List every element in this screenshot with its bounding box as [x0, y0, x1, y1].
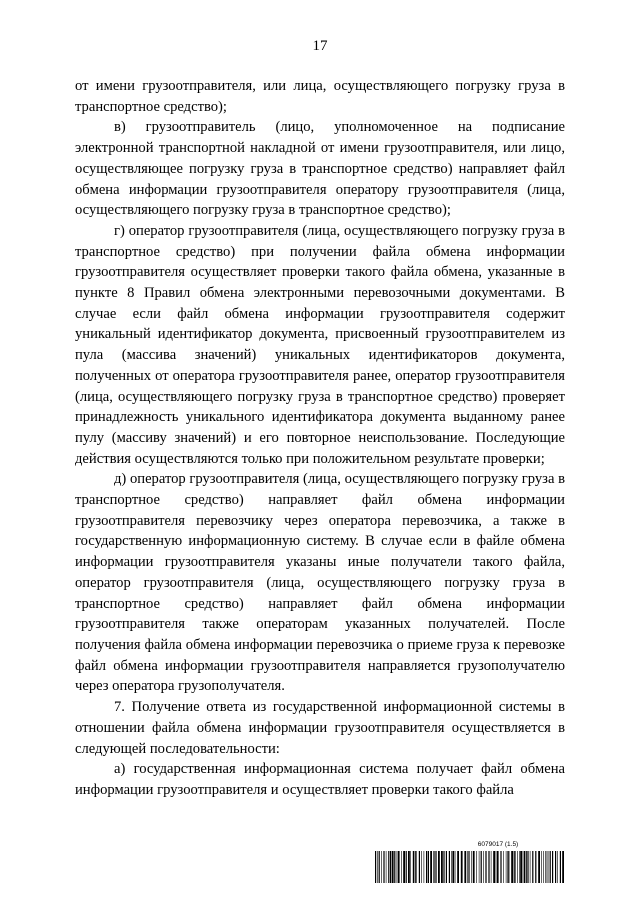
- paragraph-item-g: г) оператор грузоотправителя (лица, осуществляющего погрузку груза в транспортное средство) при получении файла обмена информации грузоотправителя осуществляет проверки такого файла обмена, указанные в пункте 8 Правил обмена электронными перевозочными документами. В случае если файл обмена информации грузоотправителя содержит уникальный идентификатор документа, присвоенный грузоотправителем из пула (массива значений) уникальных идентификаторов документа, полученных от оператора грузоотправителя ранее, оператор грузоотправителя (лица, осуществляющего погрузку груза в транспортное средство) проверяет принадлежность уникального идентификатора документа выданному ранее пулу (массиву значений) и его повторное неиспользование. Последующие действия осуществляются только при положительном результате проверки;: [75, 222, 565, 467]
- paragraph-item-a: а) государственная информационная система получает файл обмена информации грузоотправителя и осуществляет проверки такого файла: [75, 761, 565, 798]
- barcode: [375, 851, 565, 883]
- page-number: 17: [312, 38, 328, 54]
- paragraph-item-d: д) оператор грузоотправителя (лица, осуществляющего погрузку груза в транспортное средство) направляет файл обмена информации грузоотправителя перевозчику через оператора перевозчика, а также в государственную информационную систему. В случае если в файле обмена информации грузоотправителя указаны иные получатели такого файла, оператор грузоотправителя (лица, осуществляющего погрузку груза в транспортное средство) направляет файл обмена информации грузоотправителя также операторам указанных получателей. После получения файла обмена информации перевозчика о приеме груза к перевозке файл обмена информации грузоотправителя направляется грузополучателю через оператора грузополучателя.: [75, 471, 565, 695]
- paragraph-clause-7: 7. Получение ответа из государственной информационной системы в отношении файла обмена информации грузоотправителя осуществляется в следующей последовательности:: [75, 699, 565, 757]
- document-id: 6079017 (1.5): [477, 841, 519, 848]
- document-body: [75, 76, 565, 801]
- paragraph-continuation: от имени грузоотправителя, или лица, осуществляющего погрузку груза в транспортное средство);: [75, 78, 565, 115]
- paragraph-item-v: в) грузоотправитель (лицо, уполномоченное на подписание электронной транспортной накладной от имени грузоотправителя, или лицо, осуществляющее погрузку груза в транспортное средство) направляет файл обмена информации грузоотправителя оператору грузоотправителя (лица, осуществляющего погрузку груза в транспортное средство);: [75, 119, 565, 219]
